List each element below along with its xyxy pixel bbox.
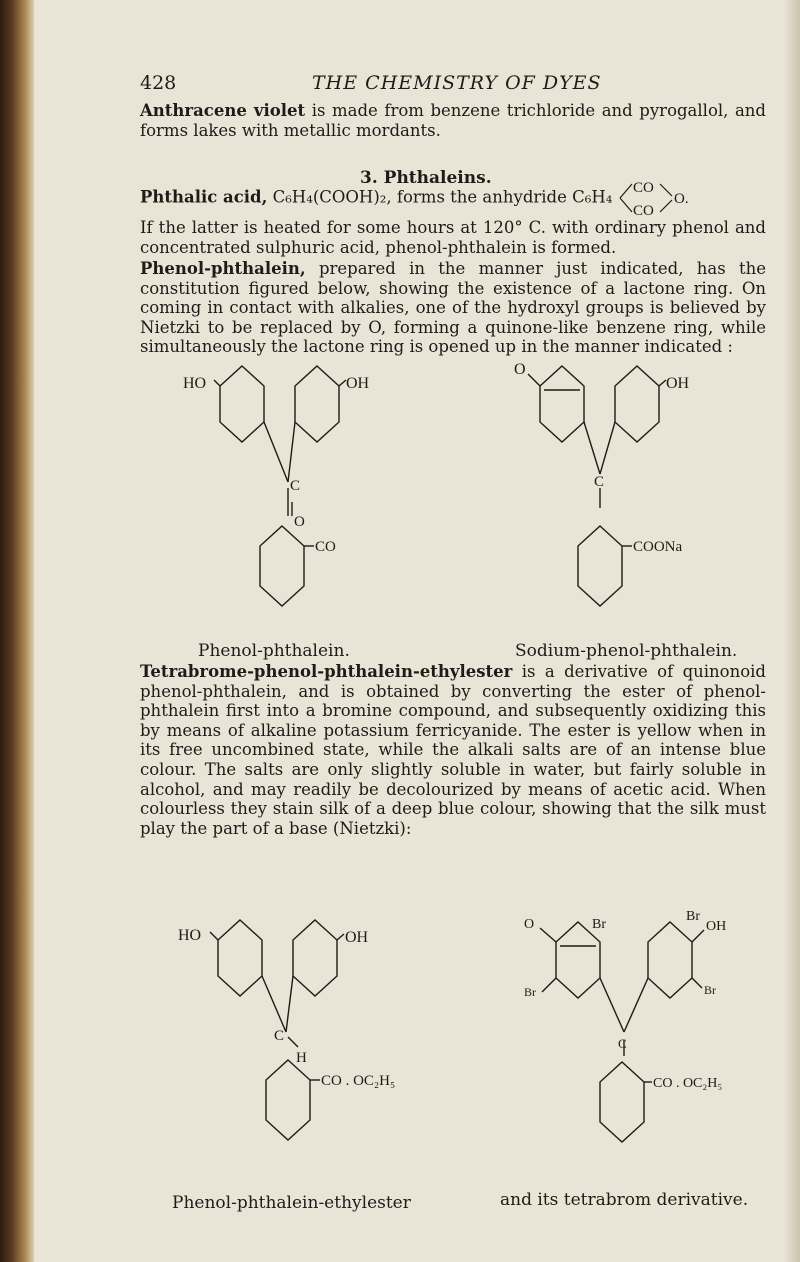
co-label: CO: [315, 539, 336, 555]
quinone-oxygen-label: O: [514, 361, 526, 378]
paragraph-tetrabrome: [140, 662, 766, 838]
ester-label: CO . OC₂H₅: [321, 1073, 396, 1089]
carbon-label: C: [618, 1036, 627, 1051]
carbon-label: C: [594, 474, 605, 490]
paragraph-heating: If the latter is heated for some hours at 120° C. with ordinary phenol and concentrated sulphuric acid, phenol-phthalein is formed.: [140, 218, 766, 257]
formula-phthalic: C₆H₄(COOH)₂,: [267, 187, 392, 207]
section-heading: 3. Phthaleins.: [360, 168, 492, 188]
caption-sodium-phenol-phthalein: Sodium-phenol-phthalein.: [515, 641, 738, 661]
bromine-label-4: Br: [704, 983, 716, 997]
paragraph-text: is made from benzene trichloride and pyrogallol, and forms lakes with metallic mordants.: [140, 101, 766, 140]
oh-label: OH: [346, 375, 370, 392]
bromine-label-1: Br: [592, 917, 606, 932]
caption-tetrabrom: and its tetrabrom derivative.: [500, 1190, 749, 1210]
anhydride-oxygen: O.: [673, 191, 689, 207]
page-edge: [784, 0, 800, 1262]
term-phthalic-acid: Phthalic acid,: [140, 187, 268, 207]
paragraph-anthracene-violet: [140, 101, 766, 140]
paragraph-phenol-phthalein: [140, 259, 766, 357]
co-bottom: CO: [632, 203, 654, 218]
ho-label: HO: [178, 927, 202, 944]
hydrogen-label: H: [296, 1050, 307, 1066]
carbon-label: C: [290, 478, 301, 494]
tetrabrom-derivative-structure: [480, 900, 780, 1190]
ho-label: HO: [183, 375, 207, 392]
paragraph-text: is a derivative of quinonoid phenol-phthalein, and is obtained by converting the ester of phenol-phthalein first into a bromine compound, and subsequently oxidizing this by means of alkaline potassium ferricyanide. The ester is yellow when in its free uncombined state, while the alkali salts are of an intense blue colour. The salts are only slightly soluble in water, but fairly soluble in alcohol, and may readily be decolourized by means of acetic acid. When colourless they stain silk of a deep blue colour, showing that the silk must play the part of a base (Nietzki):: [140, 662, 766, 838]
oxygen-label: O: [294, 514, 305, 530]
oh-label: OH: [666, 375, 690, 392]
bromine-label-3: Br: [524, 985, 536, 999]
book-spine: [0, 0, 34, 1262]
carbon-label: C: [274, 1028, 285, 1044]
phthalic-acid-line: [140, 178, 700, 218]
term-phenol-phthalein: Phenol-phthalein,: [140, 259, 306, 278]
caption-phenol-phthalein: Phenol-phthalein.: [198, 641, 350, 661]
oh-label: OH: [345, 929, 369, 946]
sodium-phenol-phthalein-structure: [500, 358, 750, 638]
quinone-oxygen-label: O: [524, 917, 535, 932]
phenol-phthalein-structure: [180, 358, 410, 638]
page-number: 428: [140, 72, 177, 94]
coona-label: COONa: [633, 539, 683, 555]
co-top: CO: [632, 180, 654, 196]
caption-ethylester: Phenol-phthalein-ethylester: [172, 1193, 411, 1213]
bromine-label-2: Br: [686, 909, 700, 924]
oh-label: OH: [706, 919, 727, 934]
running-title: THE CHEMISTRY OF DYES: [312, 72, 602, 94]
paragraph-text: prepared in the manner just indicated, has the constitution figured below, showing the existence of a lactone ring. On coming in contact with alkalies, one of the hydroxyl groups is believed by Nietzki to be replaced by O, forming a quinone-like benzene ring, while simultaneously the lactone ring is opened up in the manner indicated :: [140, 259, 766, 357]
term-tetrabrome-ester: Tetrabrome-phenol-phthalein-ethylester: [140, 662, 513, 681]
phenol-phthalein-ethylester-structure: [168, 912, 428, 1202]
term-anthracene-violet: Anthracene violet: [140, 101, 306, 120]
anhydride-bracket: [618, 178, 700, 218]
anhydride-text: forms the anhydride C₆H₄: [391, 187, 613, 207]
ester-label: CO . OC₂H₅: [653, 1076, 723, 1091]
